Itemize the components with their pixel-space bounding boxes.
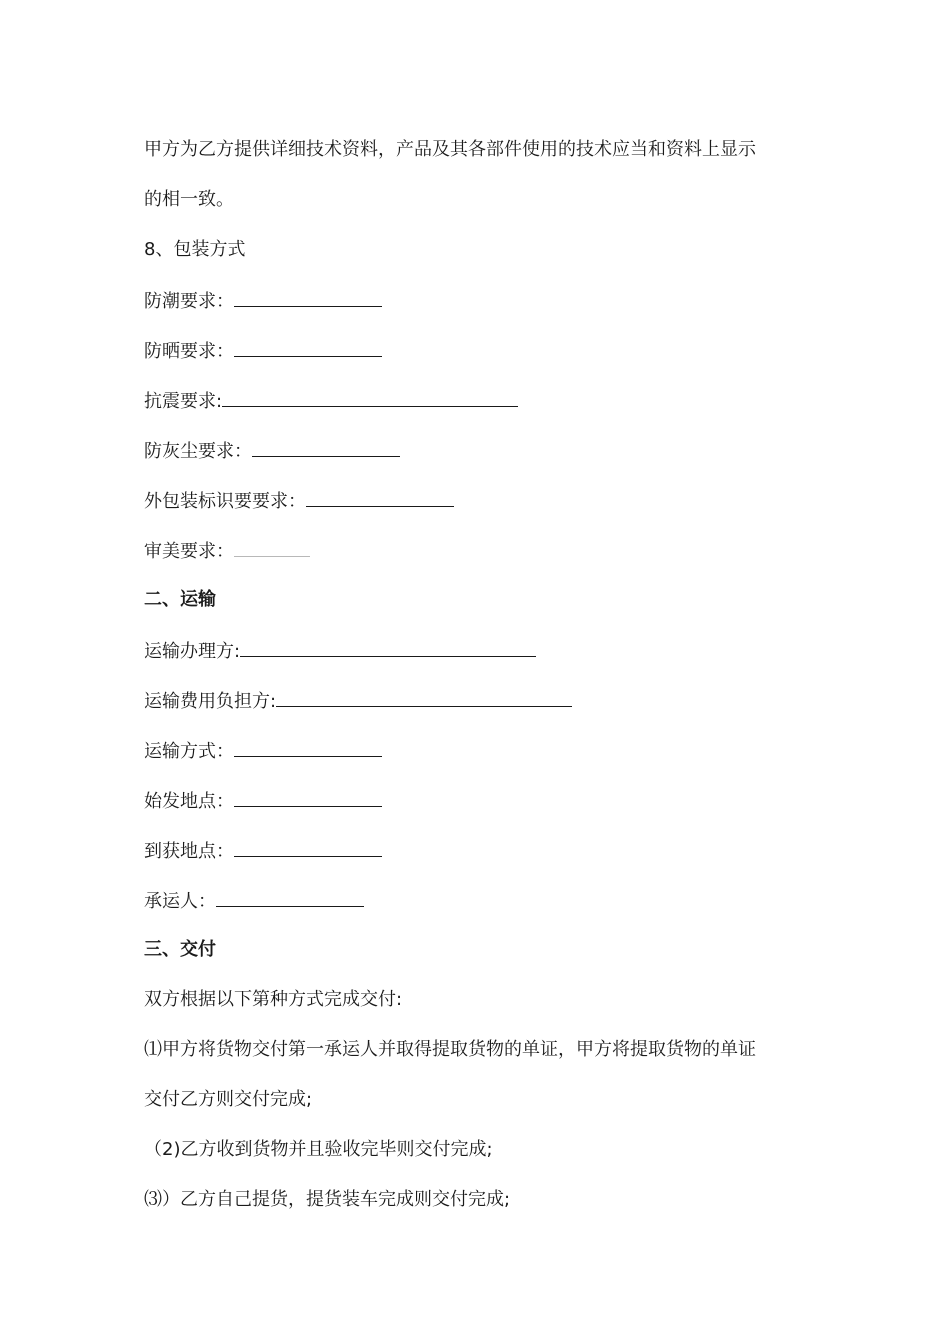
outer-label-requirement-row	[144, 488, 454, 514]
aesthetic-requirement-label: 审美要求：	[144, 541, 234, 562]
transport-heading: 二、运输	[144, 589, 216, 610]
destination-label: 到获地点：	[144, 841, 234, 862]
packaging-heading: 8、包装方式	[144, 239, 246, 260]
outer-label-requirement-label: 外包装标识要要求：	[144, 491, 306, 512]
origin-label: 始发地点：	[144, 791, 234, 812]
delivery-option-1-line-2: 交付乙方则交付完成;	[144, 1089, 313, 1110]
origin-row	[144, 788, 382, 814]
dust-requirement-blank	[252, 438, 400, 457]
moisture-requirement-row	[144, 288, 382, 314]
origin-blank	[234, 788, 382, 807]
destination-blank	[234, 838, 382, 857]
transport-method-row	[144, 738, 382, 764]
intro-paragraph-line-1: 甲方为乙方提供详细技术资料，产品及其各部件使用的技术应当和资料上显示	[144, 139, 756, 160]
dust-requirement-row	[144, 438, 400, 464]
sun-requirement-row	[144, 338, 382, 364]
transport-cost-label: 运输费用负担方:	[144, 691, 277, 712]
carrier-label: 承运人：	[144, 891, 216, 912]
transport-handler-blank	[240, 638, 536, 657]
delivery-option-2: （2)乙方收到货物并且验收完毕则交付完成;	[144, 1139, 493, 1160]
aesthetic-requirement-blank	[234, 538, 310, 557]
delivery-intro: 双方根据以下第种方式完成交付:	[144, 989, 403, 1010]
transport-method-label: 运输方式：	[144, 741, 234, 762]
delivery-option-3: ⑶）乙方自己提货，提货装车完成则交付完成;	[144, 1189, 511, 1210]
sun-requirement-label: 防晒要求：	[144, 341, 234, 362]
carrier-blank	[216, 888, 364, 907]
shock-requirement-row	[144, 388, 518, 414]
intro-paragraph-line-2: 的相一致。	[144, 189, 234, 210]
aesthetic-requirement-row	[144, 538, 310, 564]
shock-requirement-label: 抗震要求:	[144, 391, 223, 412]
shock-requirement-blank	[222, 388, 518, 407]
moisture-requirement-label: 防潮要求：	[144, 291, 234, 312]
transport-cost-row	[144, 688, 572, 714]
outer-label-requirement-blank	[306, 488, 454, 507]
delivery-option-1-line-1: ⑴甲方将货物交付第一承运人并取得提取货物的单证，甲方将提取货物的单证	[144, 1039, 756, 1060]
transport-method-blank	[234, 738, 382, 757]
delivery-heading: 三、交付	[144, 939, 216, 960]
destination-row	[144, 838, 382, 864]
transport-cost-blank	[276, 688, 572, 707]
moisture-requirement-blank	[234, 288, 382, 307]
transport-handler-label: 运输办理方:	[144, 641, 241, 662]
transport-handler-row	[144, 638, 536, 664]
sun-requirement-blank	[234, 338, 382, 357]
carrier-row	[144, 888, 364, 914]
dust-requirement-label: 防灰尘要求：	[144, 441, 252, 462]
